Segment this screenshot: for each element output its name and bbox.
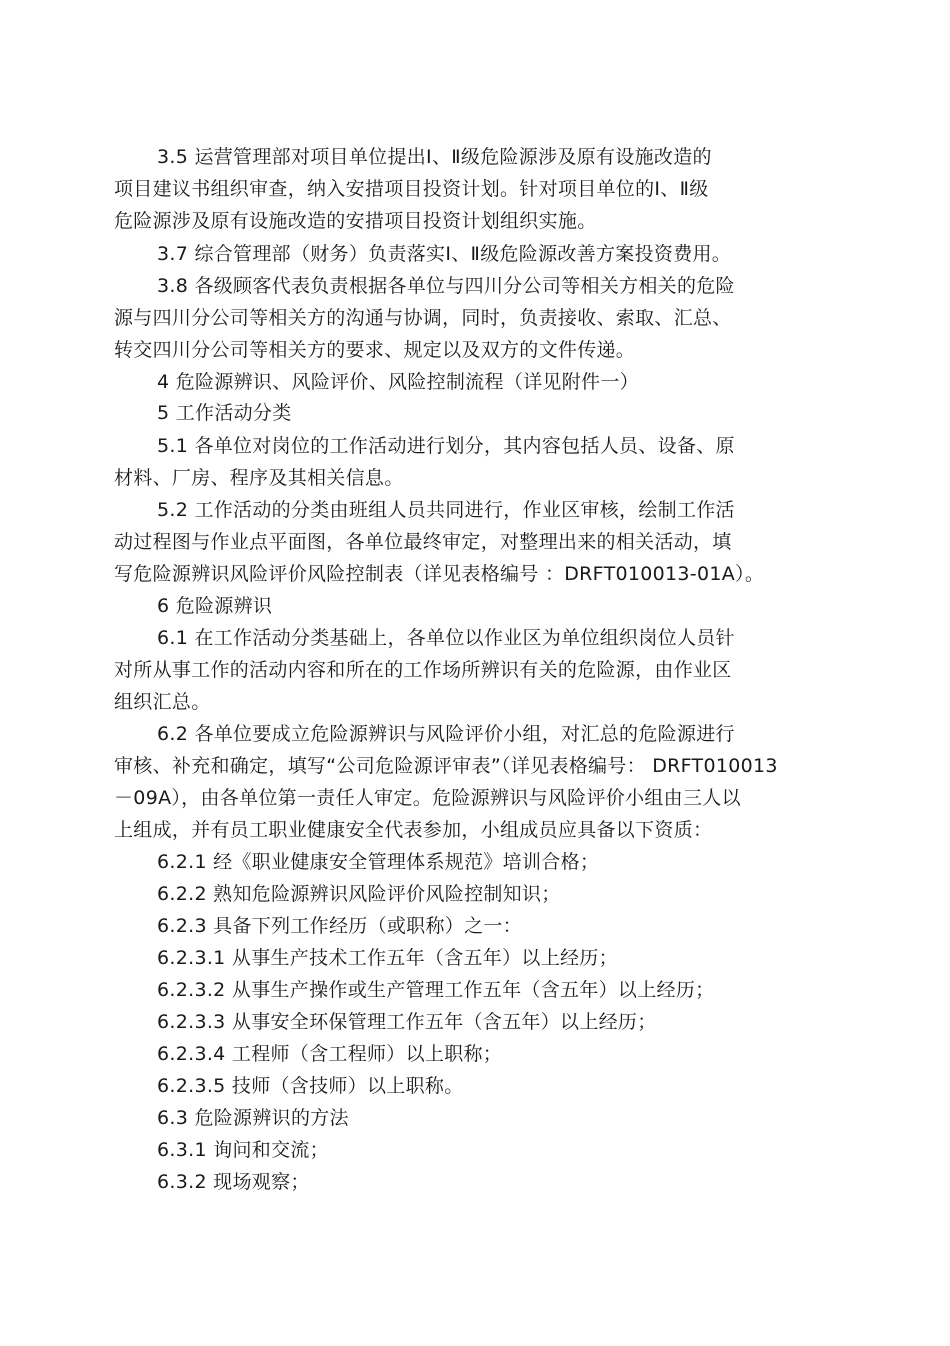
section-6-3-heading: 6.3 危险源辨识的方法 — [157, 1107, 349, 1129]
item-6-2-3-2: 6.2.3.2 从事生产操作或生产管理工作五年（含五年）以上经历； — [157, 979, 715, 1001]
paragraph-3-5-line-1: 3.5 运营管理部对项目单位提出Ⅰ、Ⅱ级危险源涉及原有设施改造的 — [157, 146, 712, 168]
paragraph-6-2-line-4: 上组成，并有员工职业健康安全代表参加，小组成员应具备以下资质： — [114, 819, 713, 841]
item-6-3-1: 6.3.1 询问和交流； — [157, 1139, 329, 1161]
paragraph-3-8-line-1: 3.8 各级顾客代表负责根据各单位与四川分公司等相关方相关的危险 — [157, 275, 735, 297]
paragraph-3-5-line-2: 项目建议书组织审查，纳入安措项目投资计划。针对项目单位的Ⅰ、Ⅱ级 — [114, 178, 709, 200]
item-6-3-2: 6.3.2 现场观察； — [157, 1171, 310, 1193]
paragraph-6-2-line-3: －09A），由各单位第一责任人审定。危险源辨识与风险评价小组由三人以 — [114, 787, 741, 809]
section-4-heading: 4 危险源辨识、风险评价、风险控制流程（详见附件一） — [157, 371, 639, 393]
paragraph-3-8-line-3: 转交四川分公司等相关方的要求、规定以及双方的文件传递。 — [114, 339, 636, 361]
paragraph-6-1-line-2: 对所从事工作的活动内容和所在的工作场所辨识有关的危险源，由作业区 — [114, 659, 732, 681]
paragraph-6-1-line-3: 组织汇总。 — [114, 691, 211, 713]
item-6-2-3-1: 6.2.3.1 从事生产技术工作五年（含五年）以上经历； — [157, 947, 618, 969]
paragraph-5-2-line-1: 5.2 工作活动的分类由班组人员共同进行，作业区审核，绘制工作活 — [157, 499, 735, 521]
paragraph-5-2-line-3: 写危险源辨识风险评价风险控制表（详见表格编号 ：DRFT010013-01A）。 — [114, 563, 765, 585]
paragraph-5-2-line-2: 动过程图与作业点平面图，各单位最终审定，对整理出来的相关活动，填 — [114, 531, 732, 553]
item-6-2-3-3: 6.2.3.3 从事安全环保管理工作五年（含五年）以上经历； — [157, 1011, 657, 1033]
paragraph-3-5-line-3: 危险源涉及原有设施改造的安措项目投资计划组织实施。 — [114, 210, 597, 232]
item-6-2-3-4: 6.2.3.4 工程师（含工程师）以上职称； — [157, 1043, 503, 1065]
paragraph-5-1-line-2: 材料、厂房、程序及其相关信息。 — [114, 467, 404, 489]
item-6-2-1: 6.2.1 经《职业健康安全管理体系规范》培训合格； — [157, 851, 600, 873]
section-6-heading: 6 危险源辨识 — [157, 595, 273, 617]
paragraph-6-1-line-1: 6.1 在工作活动分类基础上，各单位以作业区为单位组织岗位人员针 — [157, 627, 735, 649]
item-6-2-3: 6.2.3 具备下列工作经历（或职称）之一： — [157, 915, 522, 937]
section-5-heading: 5 工作活动分类 — [157, 402, 292, 424]
paragraph-5-1-line-1: 5.1 各单位对岗位的工作活动进行划分，其内容包括人员、设备、原 — [157, 435, 735, 457]
item-6-2-3-5: 6.2.3.5 技师（含技师）以上职称。 — [157, 1075, 464, 1097]
paragraph-6-2-line-1: 6.2 各单位要成立危险源辨识与风险评价小组，对汇总的危险源进行 — [157, 723, 735, 745]
paragraph-6-2-line-2: 审核、补充和确定，填写“公司危险源评审表”（详见表格编号： DRFT010013 — [114, 755, 778, 777]
item-6-2-2: 6.2.2 熟知危险源辨识风险评价风险控制知识； — [157, 883, 561, 905]
paragraph-3-7: 3.7 综合管理部（财务）负责落实Ⅰ、Ⅱ级危险源改善方案投资费用。 — [157, 243, 732, 265]
paragraph-3-8-line-2: 源与四川分公司等相关方的沟通与协调，同时，负责接收、索取、汇总、 — [114, 307, 732, 329]
